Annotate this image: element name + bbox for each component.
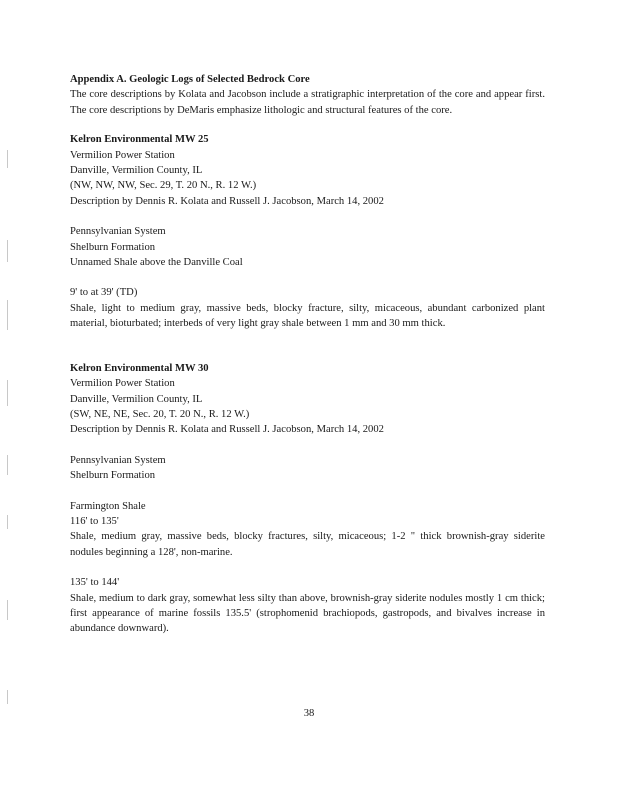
well-30-lithology-1: Shale, medium gray, massive beds, blocky fractures, silty, micaceous; 1-2 " thick brownish-gray siderite nodules beginning a 128', non-marine. [70,531,545,558]
well-25-section [70,132,545,331]
scan-margin-mark [7,150,8,168]
scan-margin-mark [7,600,8,620]
scan-margin-mark [7,300,8,330]
well-30-legal: (SW, NE, NE, Sec. 20, T. 20 N., R. 12 W.) [70,408,250,420]
page-number: 38 [303,708,315,719]
appendix-heading: Appendix A. Geologic Logs of Selected Bedrock Core [70,74,310,85]
well-30-location: Danville, Vermilion County, IL [70,393,203,405]
well-25-title: Kelron Environmental MW 25 [70,134,209,146]
well-30-interval-1: 116' to 135' [70,515,119,527]
well-25-formation: Shelburn Formation [70,241,156,253]
well-30-unit: Farmington Shale [70,500,146,512]
well-30-lithology-2: Shale, medium to dark gray, somewhat less silty than above, brownish-gray siderite nodules mostly 1 cm thick; first appearance of marine fossils 135.5' (strophomenid brachiopods, gastropods, and bivalves increase in abundance downward). [70,592,545,635]
well-30-interval-2: 135' to 144' [70,577,120,589]
well-30-title: Kelron Environmental MW 30 [70,362,209,374]
scan-margin-mark [7,515,8,529]
scan-margin-mark [7,455,8,475]
well-30-system: Pennsylvanian System [70,454,166,466]
well-25-station: Vermilion Power Station [70,149,175,161]
well-30-station: Vermilion Power Station [70,378,175,390]
well-25-description-by: Description by Dennis R. Kolata and Russell J. Jacobson, March 14, 2002 [70,195,384,207]
well-25-interval: 9' to at 39' (TD) [70,287,138,299]
appendix-intro: The core descriptions by Kolata and Jacobson include a stratigraphic interpretation of the core and appear first. The core descriptions by DeMaris emphasize lithologic and structural features of the core. [70,89,545,116]
scan-margin-mark [7,240,8,262]
well-25-location: Danville, Vermilion County, IL [70,165,203,177]
scan-margin-mark [7,690,8,704]
well-25-lithology: Shale, light to medium gray, massive beds, blocky fracture, silty, micaceous, abundant carbonized plant material, bioturbated; interbeds of very light gray shale between 1 mm and 30 mm thick. [70,302,545,330]
well-30-description-by: Description by Dennis R. Kolata and Russell J. Jacobson, March 14, 2002 [70,424,384,436]
scan-margin-mark [7,380,8,406]
well-25-unit: Unnamed Shale above the Danville Coal [70,257,243,269]
well-30-formation: Shelburn Formation [70,470,156,482]
page-content [70,72,545,637]
well-25-system: Pennsylvanian System [70,226,166,238]
well-30-section [70,361,545,637]
well-25-legal: (NW, NW, NW, Sec. 29, T. 20 N., R. 12 W.) [70,180,257,192]
